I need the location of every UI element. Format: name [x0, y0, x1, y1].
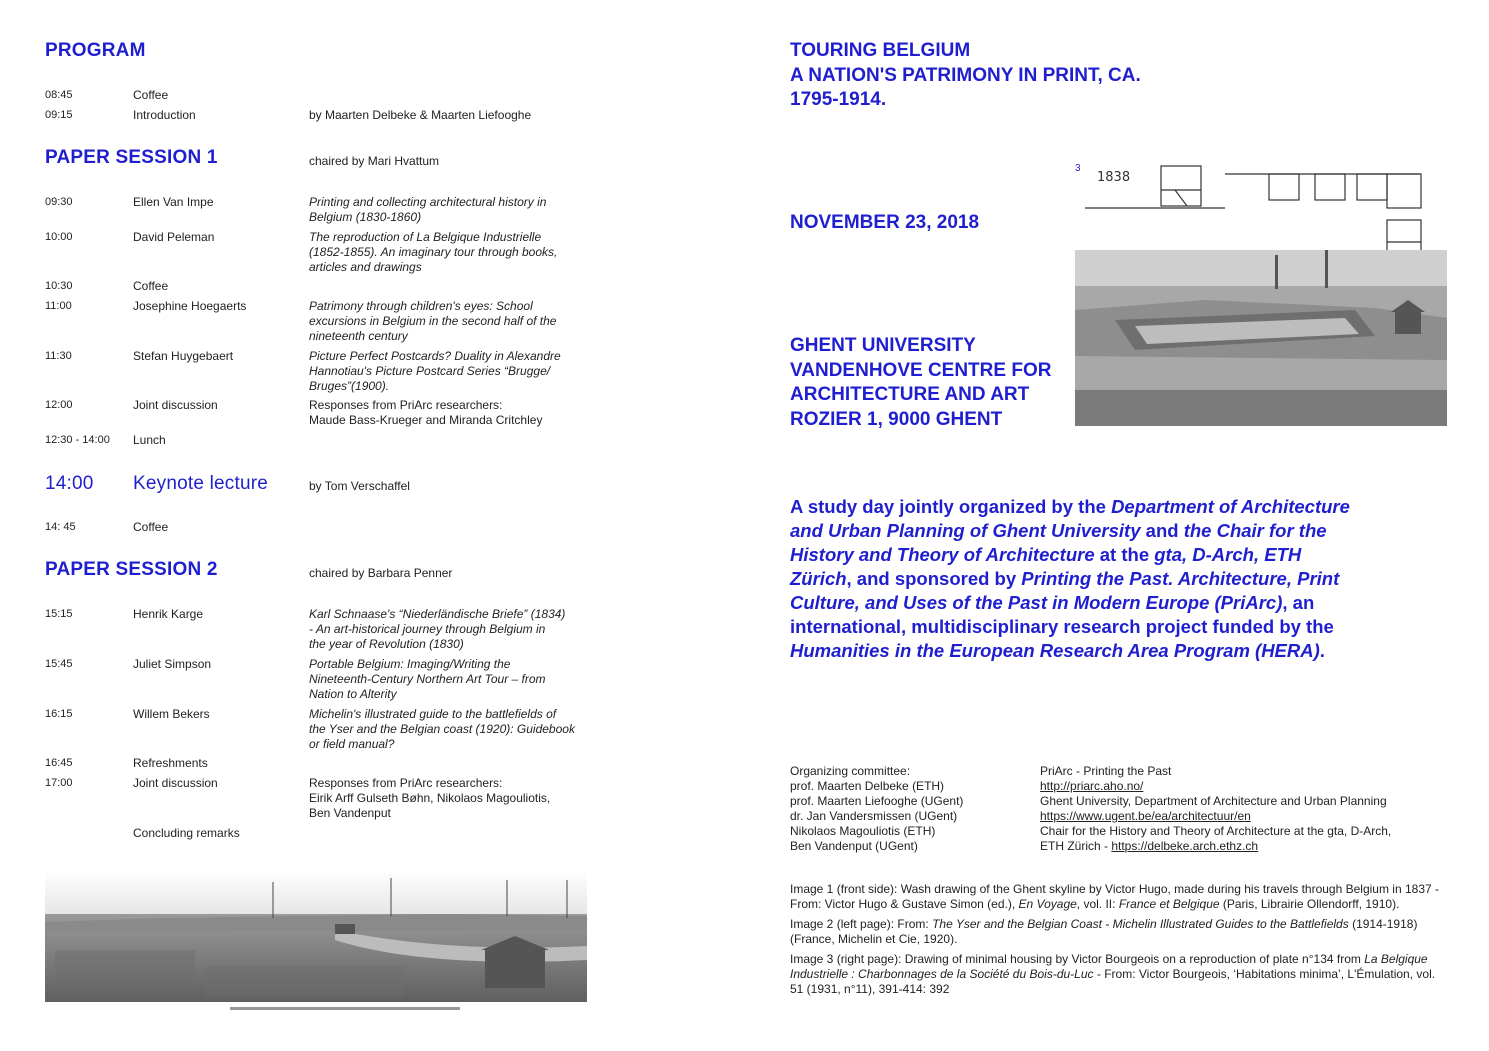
time: 15:15 — [45, 608, 73, 620]
item-desc: Responses from PriArc researchers: — [309, 398, 503, 412]
time: 08:45 — [45, 89, 73, 101]
committee-line: prof. Maarten Liefooghe (UGent) — [790, 794, 964, 808]
partners — [1040, 764, 1391, 854]
partner-line: Ghent University, Department of Architecture and Urban Planning — [1040, 794, 1387, 808]
paper-title-line: Printing and collecting architectural history in — [309, 195, 547, 209]
organizing-committee — [790, 764, 963, 854]
venue — [790, 334, 1051, 432]
committee-line: dr. Jan Vandersmissen (UGent) — [790, 809, 958, 823]
speaker: Josephine Hoegaerts — [133, 299, 247, 313]
priarc-link[interactable]: http://priarc.aho.no/ — [1040, 779, 1144, 793]
caption-italic: The Yser and the Belgian Coast - Michelin Illustrated Guides to the Battlefields — [932, 917, 1349, 931]
speaker: David Peleman — [133, 230, 215, 244]
keynote-speaker: by Tom Verschaffel — [309, 479, 410, 493]
item-desc: Responses from PriArc researchers: — [309, 776, 503, 790]
venue-line: ROZIER 1, 9000 GHENT — [790, 408, 1003, 430]
intro-text: . — [1319, 640, 1325, 661]
intro-text: , an international, multidisciplinary research project funded by the — [790, 592, 1334, 637]
speaker: Henrik Karge — [133, 607, 204, 621]
caption-text: (Paris, Librairie Ollendorff, 1910). — [1219, 897, 1400, 911]
item-desc: Ben Vandenput — [309, 806, 391, 820]
session2-title: PAPER SESSION 2 — [45, 559, 218, 580]
plan-and-engraving — [1075, 160, 1447, 426]
venue-line: ARCHITECTURE AND ART — [790, 384, 1030, 405]
committee-line: Organizing committee: — [790, 764, 911, 778]
concluding-remarks: Concluding remarks — [133, 826, 240, 840]
speaker: Stefan Huygebaert — [133, 349, 234, 363]
item-desc: Eirik Arff Gulseth Bøhn, Nikolaos Magouliotis, — [309, 791, 551, 805]
time: 16:15 — [45, 708, 73, 720]
battlefield-photo — [45, 870, 587, 1015]
battlefield-panorama-image — [45, 870, 587, 1015]
caption-text: - From: Victor Bourgeois, ‘Habitations minima’, L'Émulation, vol. 51 (1931, n°11), 391-414: 392 — [790, 967, 1436, 996]
time: 10:30 — [45, 280, 73, 292]
session1-chair: chaired by Mari Hvattum — [309, 154, 440, 168]
partner-line: Chair for the History and Theory of Architecture at the gta, D-Arch, — [1040, 824, 1392, 838]
paper-title-line: Belgium (1830-1860) — [309, 210, 422, 224]
paper-title-line: - An art-historical journey through Belgium in — [309, 622, 546, 636]
time: 14: 45 — [45, 521, 76, 533]
industrial-plate-image — [1075, 160, 1447, 426]
caption-text: (1914-1918) (France, Michelin et Cie, 1920). — [790, 917, 1418, 946]
title-line: 1795-1914. — [790, 89, 887, 110]
ethz-link[interactable]: https://delbeke.arch.ethz.ch — [1111, 839, 1259, 853]
intro-text: , and sponsored by — [846, 568, 1022, 589]
program-heading: PROGRAM — [45, 40, 146, 61]
intro-text: at the — [1094, 544, 1155, 565]
venue-line: GHENT UNIVERSITY — [790, 335, 976, 356]
time: 11:30 — [45, 350, 72, 362]
time: 16:45 — [45, 757, 73, 769]
speaker: Willem Bekers — [133, 707, 210, 721]
paper-title-line: Hannotiau's Picture Postcard Series “Brugge/ — [309, 364, 551, 378]
time: 17:00 — [45, 777, 73, 789]
caption-italic: En Voyage — [1018, 897, 1077, 911]
keynote-time: 14:00 — [45, 473, 94, 494]
caption-text: , vol. II: — [1076, 897, 1119, 911]
paper-title-line: the Yser and the Belgian coast (1920): Guidebook — [309, 722, 575, 736]
caption-image-3 — [790, 952, 1445, 997]
paper-title-line: articles and drawings — [309, 260, 422, 274]
speaker: Ellen Van Impe — [133, 195, 214, 209]
caption-image-1 — [790, 882, 1445, 912]
session1-title: PAPER SESSION 1 — [45, 147, 218, 168]
intro-italic: Printing the Past. Architecture, Print Culture, and Uses of the Past in Modern Europe (PriArc) — [790, 568, 1340, 613]
caption-image-2 — [790, 917, 1445, 947]
paper-title-line: or field manual? — [309, 737, 395, 751]
intro-italic: Humanities in the European Research Area Program (HERA) — [790, 640, 1320, 661]
item-name: Coffee — [133, 88, 169, 102]
time: 09:15 — [45, 109, 73, 121]
intro-text: A study day jointly organized by the — [790, 496, 1112, 517]
image-number: 3 — [1075, 163, 1081, 174]
keynote-title: Keynote lecture — [133, 473, 269, 494]
event-date: NOVEMBER 23, 2018 — [790, 212, 980, 233]
venue-line: VANDENHOVE CENTRE FOR — [790, 359, 1052, 381]
item-desc: Maude Bass-Krueger and Miranda Critchley — [309, 413, 543, 427]
intro-italic: Department of Architecture and Urban Planning of Ghent University — [790, 496, 1350, 541]
paper-title-line: Portable Belgium: Imaging/Writing the — [309, 657, 511, 671]
plan-year-label: 1838 — [1097, 170, 1131, 185]
time: 12:00 — [45, 399, 73, 411]
event-title — [790, 39, 1141, 113]
committee-line: prof. Maarten Delbeke (ETH) — [790, 779, 945, 793]
item-name: Coffee — [133, 279, 169, 293]
intro-text: and — [1140, 520, 1184, 541]
paper-title-line: the year of Revolution (1830) — [309, 637, 464, 651]
time: 09:30 — [45, 196, 73, 208]
title-line: A NATION'S PATRIMONY IN PRINT, CA. — [790, 64, 1141, 86]
item-name: Joint discussion — [133, 398, 218, 412]
paper-title-line: Picture Perfect Postcards? Duality in Alexandre — [309, 349, 561, 363]
paper-title-line: Nation to Alterity — [309, 687, 397, 701]
time: 10:00 — [45, 231, 73, 243]
item-name: Coffee — [133, 520, 169, 534]
session2-chair: chaired by Barbara Penner — [309, 566, 453, 580]
caption-italic: France et Belgique — [1118, 897, 1220, 911]
paper-title-line: excursions in Belgium in the second half of the — [309, 314, 557, 328]
paper-title-line: Nineteenth-Century Northern Art Tour – from — [309, 672, 546, 686]
intro-paragraph — [790, 495, 1350, 663]
ugent-link[interactable]: https://www.ugent.be/ea/architectuur/en — [1040, 809, 1251, 823]
caption-text: Image 2 (left page): From: — [790, 917, 933, 931]
caption-text: Image 1 (front side): Wash drawing of the Ghent skyline by Victor Hugo, made during his travels through Belgium in 1837 - From: Victor Hugo & Gustave Simon (ed.), — [790, 882, 1439, 911]
item-name: Lunch — [133, 433, 166, 447]
caption-italic: La Belgique Industrielle : Charbonnages de la Société du Bois-du-Luc — [790, 952, 1428, 981]
paper-title-line: Michelin's illustrated guide to the battlefields of — [309, 707, 557, 721]
committee-line: Nikolaos Magouliotis (ETH) — [790, 824, 936, 838]
time: 11:00 — [45, 300, 72, 312]
item-name: Introduction — [133, 108, 196, 122]
speaker: Juliet Simpson — [133, 657, 212, 671]
item-name: Refreshments — [133, 756, 208, 770]
partner-line: ETH Zürich - — [1040, 839, 1112, 853]
title-line: TOURING BELGIUM — [790, 40, 971, 61]
item-name: Joint discussion — [133, 776, 218, 790]
paper-title-line: Patrimony through children's eyes: School — [309, 299, 533, 313]
intro-italic: gta, D-Arch, ETH Zürich — [790, 544, 1302, 589]
paper-title-line: Bruges”(1900). — [309, 379, 390, 393]
partner-line: PriArc - Printing the Past — [1040, 764, 1172, 778]
intro-italic: the Chair for the History and Theory of Architecture — [790, 520, 1327, 565]
image-captions — [790, 882, 1445, 997]
paper-title-line: nineteenth century — [309, 329, 408, 343]
paper-title-line: The reproduction of La Belgique Industrielle — [309, 230, 542, 244]
paper-title-line: (1852-1855). An imaginary tour through books, — [309, 245, 558, 259]
paper-title-line: Karl Schnaase's “Niederländische Briefe” (1834) — [309, 607, 566, 621]
item-desc: by Maarten Delbeke & Maarten Liefooghe — [309, 108, 532, 122]
time: 12:30 - 14:00 — [45, 434, 110, 446]
caption-text: Image 3 (right page): Drawing of minimal housing by Victor Bourgeois on a reproduction of plate n°134 from — [790, 952, 1365, 966]
committee-line: Ben Vandenput (UGent) — [790, 839, 918, 853]
time: 15:45 — [45, 658, 73, 670]
